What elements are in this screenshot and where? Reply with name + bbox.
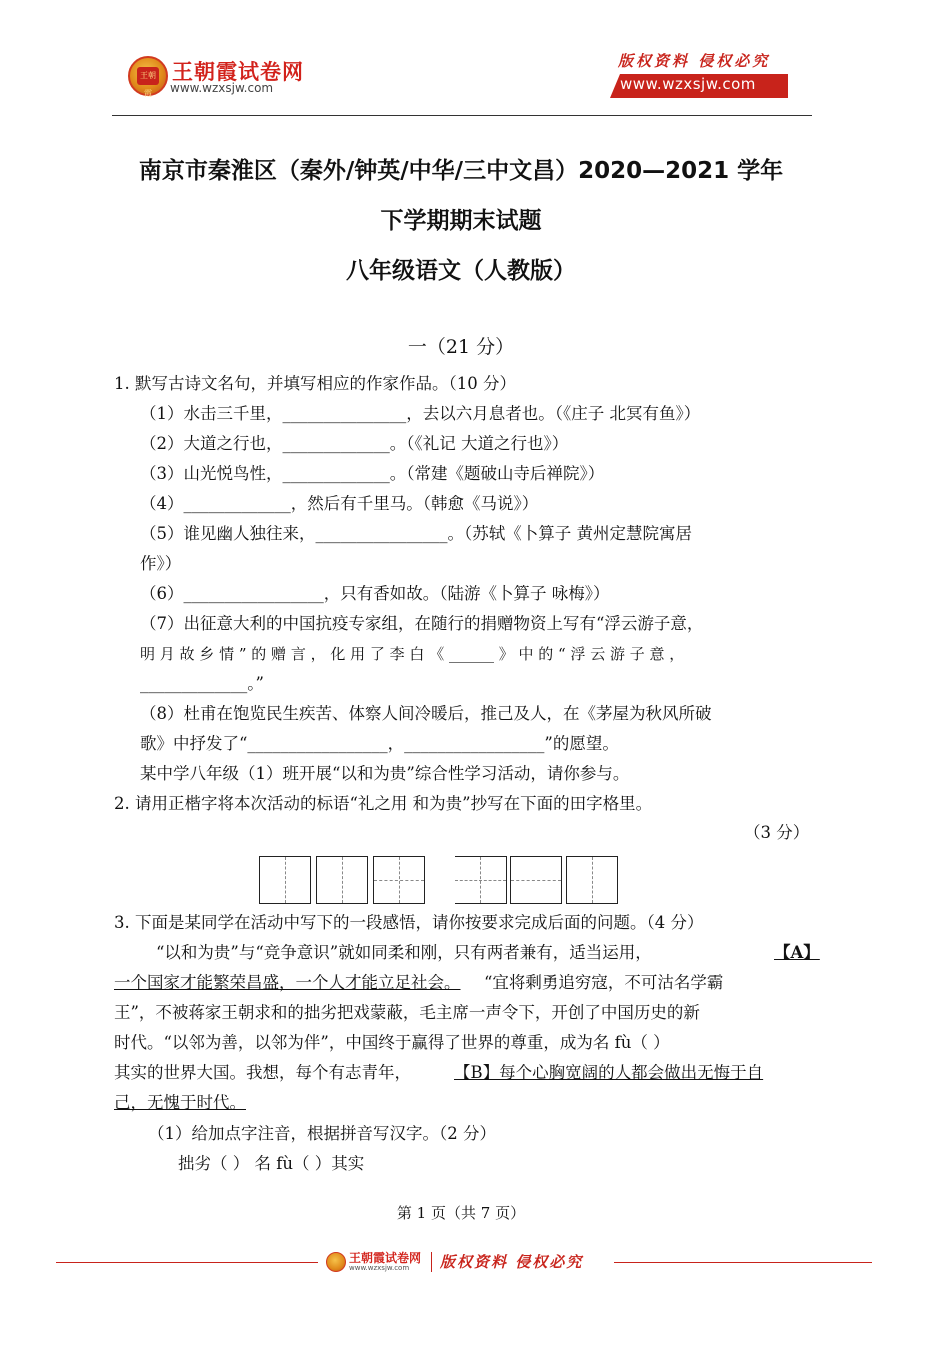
footer-logo-url: www.wzxsjw.com xyxy=(349,1264,410,1272)
tianzige-box[interactable] xyxy=(455,856,507,904)
q1-item: 明 月 故 乡 情 ” 的 赠 言 ， 化 用 了 李 白 《 ______ 》 中 的 “ 浮 云 游 子 意 ， xyxy=(140,645,685,663)
q3-passage-line: “以和为贵”与“竞争意识”就如同柔和刚，只有两者兼有，适当运用， xyxy=(156,943,652,962)
q1-item: （7）出征意大利的中国抗疫专家组，在随行的捐赠物资上写有“浮云游子意， xyxy=(140,614,704,633)
q1-item: _____________。” xyxy=(140,674,264,693)
site-logo-title: 王朝霞试卷网 xyxy=(172,60,304,84)
tianzige-box[interactable] xyxy=(316,856,368,904)
q1-item: （4）_____________，然后有千里马。（韩愈《马说》） xyxy=(140,494,539,513)
q3-marker-a: 【A】 xyxy=(774,943,820,962)
header-divider xyxy=(112,115,812,116)
exam-title-line1: 南京市秦淮区（秦外/钟英/中华/三中文昌）2020—2021 学年 xyxy=(138,158,784,184)
q3-stem: 3. 下面是某同学在活动中写下的一段感悟，请你按要求完成后面的问题。（4 分） xyxy=(114,913,704,932)
q1-item: （1）水击三千里，_______________，去以六月息者也。（《庄子 北冥有鱼》） xyxy=(140,404,701,423)
q1-item: 作》） xyxy=(140,554,182,573)
logo-badge-icon xyxy=(128,56,168,96)
copyright-slogan: 版权资料 侵权必究 xyxy=(618,52,771,70)
q3-passage-line: “宜将剩勇追穷寇，不可沽名学霸 xyxy=(484,973,724,992)
footer-divider-left xyxy=(56,1262,318,1263)
q3-sentence-b-end: 己，无愧于时代。 xyxy=(114,1093,246,1112)
q1-item: （3）山光悦鸟性，_____________。（常建《题破山寺后禅院》） xyxy=(140,464,605,483)
section-heading: 一（21 分） xyxy=(407,336,515,358)
q3-sub1-stem: （1）给加点字注音，根据拼音写汉字。（2 分） xyxy=(148,1124,496,1143)
tianzige-box[interactable] xyxy=(566,856,618,904)
footer-logo-title: 王朝霞试卷网 xyxy=(349,1251,422,1265)
q1-item: （2）大道之行也，_____________。（《礼记 大道之行也》） xyxy=(140,434,569,453)
exam-title-line3: 八年级语文（人教版） xyxy=(346,258,576,284)
q1-item: （5）谁见幽人独往来，________________。（苏轼《卜算子 黄州定慧院寓居 xyxy=(140,524,692,543)
site-logo-url: www.wzxsjw.com xyxy=(170,81,274,95)
q1-stem: 1. 默写古诗文名句，并填写相应的作家作品。（10 分） xyxy=(114,374,516,393)
tianzige-box[interactable] xyxy=(259,856,311,904)
tianzige-box[interactable] xyxy=(373,856,425,904)
logo-badge-text: 王朝霞 xyxy=(137,67,159,85)
activity-intro: 某中学八年级（1）班开展“以和为贵”综合性学习活动，请你参与。 xyxy=(140,764,630,783)
footer-separator xyxy=(431,1252,432,1272)
footer-divider-right xyxy=(614,1262,872,1263)
q3-sub1-answers: 拙劣（ ） 名 fù（ ）其实 xyxy=(178,1154,365,1173)
footer-slogan: 版权资料 侵权必究 xyxy=(440,1253,584,1271)
header-url-bar-accent xyxy=(610,74,620,98)
exam-title-line2: 下学期期末试题 xyxy=(380,208,542,234)
tianzige-box[interactable] xyxy=(510,856,562,904)
q2-stem: 2. 请用正楷字将本次活动的标语“礼之用 和为贵”抄写在下面的田字格里。 xyxy=(114,794,653,813)
page-number: 第 1 页（共 7 页） xyxy=(396,1204,526,1222)
q3-passage-line: 王”，不被蒋家王朝求和的拙劣把戏蒙蔽，毛主席一声令下，开创了中国历史的新 xyxy=(114,1003,700,1022)
q1-item: 歌》中抒发了“_________________，_________________”的愿望。 xyxy=(140,734,619,753)
header-url: www.wzxsjw.com xyxy=(620,75,756,93)
q2-score: （3 分） xyxy=(744,823,810,842)
q3-sentence-a: 一个国家才能繁荣昌盛，一个人才能立足社会。 xyxy=(114,973,461,992)
q3-sentence-b: 【B】每个心胸宽阔的人都会做出无悔于自 xyxy=(454,1063,764,1082)
footer-logo-icon xyxy=(326,1252,346,1272)
q1-item: （6）_________________，只有香如故。（陆游《卜算子 咏梅》） xyxy=(140,584,610,603)
q1-item: （8）杜甫在饱览民生疾苦、体察人间冷暖后，推己及人，在《茅屋为秋风所破 xyxy=(140,704,712,723)
q3-passage-line: 时代。“以邻为善，以邻为伴”，中国终于赢得了世界的尊重，成为名 fù（ ） xyxy=(114,1033,670,1052)
q3-passage-line: 其实的世界大国。我想，每个有志青年， xyxy=(114,1063,411,1082)
